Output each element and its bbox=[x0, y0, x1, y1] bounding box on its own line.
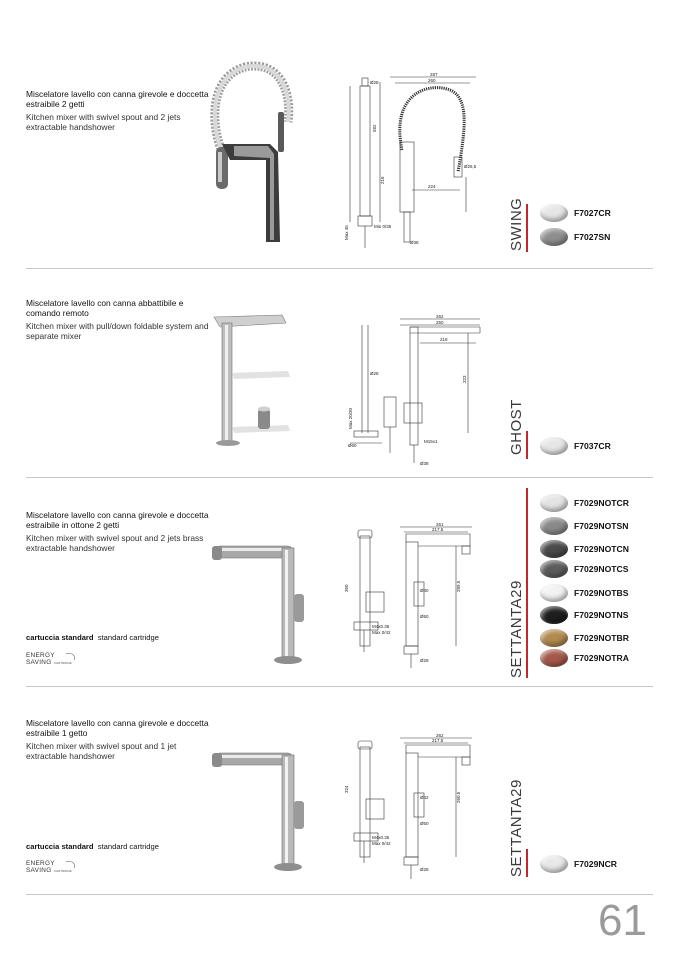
logo-text: ENERGY bbox=[26, 860, 55, 867]
dim-label: Ø50 bbox=[420, 821, 429, 826]
product-photo bbox=[200, 52, 300, 252]
product-section-settanta29-1jet bbox=[0, 687, 677, 894]
product-description bbox=[26, 298, 216, 342]
series-name: SWING bbox=[508, 197, 525, 251]
variant-code: F7027SN bbox=[574, 232, 611, 242]
variant-code: F7029NOTSN bbox=[574, 521, 629, 531]
cartridge-info bbox=[26, 842, 159, 851]
energy-saving-logo bbox=[26, 650, 82, 668]
variant-code: F7029NOTBS bbox=[574, 588, 629, 598]
finish-swatch bbox=[540, 517, 568, 535]
description-english: Kitchen mixer with swivel spout and 2 jets extractable handshower bbox=[26, 111, 181, 133]
description-english: Kitchen mixer with swivel spout and 1 jet extractable handshower bbox=[26, 740, 177, 762]
product-description bbox=[26, 89, 216, 133]
dim-label: 323 bbox=[462, 375, 467, 383]
product-description bbox=[26, 718, 216, 762]
energy-saving-logo bbox=[26, 858, 82, 876]
dim-label: 582 bbox=[372, 124, 377, 132]
series-name: SETTANTA29 bbox=[508, 779, 525, 877]
series-accent-bar bbox=[526, 204, 528, 252]
dim-label: M15x1 bbox=[424, 439, 438, 444]
dim-label: M4x0.35 bbox=[372, 835, 390, 840]
variant-row[interactable] bbox=[540, 558, 628, 580]
variant-row[interactable] bbox=[540, 538, 629, 560]
variant-row[interactable] bbox=[540, 647, 629, 669]
technical-drawing bbox=[340, 72, 490, 252]
dim-label: M4x0.35 bbox=[372, 624, 390, 629]
cartridge-value: standard cartridge bbox=[97, 633, 159, 642]
dim-label: 250 bbox=[436, 320, 444, 325]
dim-label: 260.5 bbox=[456, 791, 461, 803]
product-photo bbox=[208, 309, 298, 459]
product-photo bbox=[210, 747, 310, 877]
product-section-settanta29-2jets bbox=[0, 478, 677, 686]
dim-label: Min 0/35 bbox=[374, 224, 392, 229]
product-section-swing bbox=[0, 0, 677, 268]
variant-code: F7029NOTCS bbox=[574, 564, 629, 574]
finish-swatch bbox=[540, 584, 568, 602]
variant-code: F7029NOTRA bbox=[574, 653, 629, 663]
variant-row[interactable] bbox=[540, 853, 617, 875]
finish-swatch bbox=[540, 560, 568, 578]
variant-code: F7029NOTCN bbox=[574, 544, 629, 554]
variant-row[interactable] bbox=[540, 202, 611, 224]
dim-label: 324 bbox=[344, 785, 349, 793]
dim-label: Ø42 bbox=[420, 795, 429, 800]
dim-label: Ø38 bbox=[410, 240, 419, 245]
cartridge-info bbox=[26, 633, 159, 642]
dim-label: 262 bbox=[436, 733, 444, 738]
dim-label: 289.5 bbox=[456, 580, 461, 592]
dim-label: 224 bbox=[428, 184, 436, 189]
variant-code: F7029NCR bbox=[574, 859, 617, 869]
finish-swatch bbox=[540, 204, 568, 222]
dim-label: Ø28 bbox=[370, 371, 379, 376]
product-description bbox=[26, 510, 216, 554]
variant-row[interactable] bbox=[540, 435, 611, 457]
series-accent-bar bbox=[526, 431, 528, 459]
cartridge-label: cartuccia standard bbox=[26, 842, 94, 851]
product-section-ghost bbox=[0, 269, 677, 477]
finish-swatch bbox=[540, 437, 568, 455]
series-accent-bar bbox=[526, 488, 528, 678]
logo-text: ENERGY bbox=[26, 652, 55, 659]
description-italian: Miscelatore lavello con canna girevole e doccetta estraibile 2 getti bbox=[26, 89, 209, 110]
cartridge-value: standard cartridge bbox=[97, 842, 159, 851]
logo-text: CARTRIDGE bbox=[54, 661, 72, 665]
variant-row[interactable] bbox=[540, 627, 629, 649]
dim-label: Ø26,5 bbox=[464, 164, 477, 169]
dim-label: 218 bbox=[440, 337, 448, 342]
dim-label: Ø28 bbox=[420, 867, 429, 872]
variant-row[interactable] bbox=[540, 604, 628, 626]
variant-row[interactable] bbox=[540, 515, 628, 537]
series-name: SETTANTA29 bbox=[508, 580, 525, 678]
description-english: Kitchen mixer with pull/down foldable system and separate mixer bbox=[26, 320, 209, 342]
dim-label: 260 bbox=[428, 78, 436, 83]
dim-label: 217.5 bbox=[432, 738, 444, 743]
dim-label: 217.5 bbox=[432, 527, 444, 532]
logo-text: SAVING bbox=[26, 659, 52, 666]
page-number: 61 bbox=[598, 896, 647, 945]
variant-code: F7029NOTBR bbox=[574, 633, 629, 643]
variant-row[interactable] bbox=[540, 226, 610, 248]
logo-text: SAVING bbox=[26, 867, 52, 874]
series-name: GHOST bbox=[508, 399, 525, 455]
finish-swatch bbox=[540, 540, 568, 558]
description-english: Kitchen mixer with swivel spout and 2 jets brass extractable handshower bbox=[26, 532, 204, 554]
finish-swatch bbox=[540, 606, 568, 624]
logo-text: CARTRIDGE bbox=[54, 869, 72, 873]
variant-code: F7027CR bbox=[574, 208, 611, 218]
section-divider bbox=[26, 894, 653, 895]
description-italian: Miscelatore lavello con canna girevole e doccetta estraibile 1 getto bbox=[26, 718, 209, 739]
variant-code: F7029NOTCR bbox=[574, 498, 629, 508]
dim-label: Max 20/30 bbox=[348, 407, 353, 429]
dim-label: 262 bbox=[436, 314, 444, 319]
dim-label: Ø28 bbox=[370, 80, 379, 85]
product-photo bbox=[210, 540, 310, 670]
dim-label: 287 bbox=[430, 72, 438, 77]
dim-label: Ø60 bbox=[348, 443, 357, 448]
technical-drawing bbox=[340, 733, 490, 883]
finish-swatch bbox=[540, 855, 568, 873]
finish-swatch bbox=[540, 629, 568, 647]
description-italian: Miscelatore lavello con canna abbattibile e comando remoto bbox=[26, 298, 184, 319]
variant-code: F7029NOTNS bbox=[574, 610, 629, 620]
technical-drawing bbox=[340, 313, 490, 473]
variant-row[interactable] bbox=[540, 582, 628, 604]
variant-code: F7037CR bbox=[574, 441, 611, 451]
cartridge-label: cartuccia standard bbox=[26, 633, 94, 642]
dim-label: Ø50 bbox=[420, 614, 429, 619]
dim-label: Ø28 bbox=[420, 658, 429, 663]
series-accent-bar bbox=[526, 849, 528, 877]
dim-label: Max 45 bbox=[344, 225, 349, 240]
finish-swatch bbox=[540, 228, 568, 246]
dim-label: 261 bbox=[436, 522, 444, 527]
finish-swatch bbox=[540, 649, 568, 667]
dim-label: 216 bbox=[380, 176, 385, 184]
description-italian: Miscelatore lavello con canna girevole e doccetta estraibile in ottone 2 getti bbox=[26, 510, 209, 531]
dim-label: 360 bbox=[344, 584, 349, 592]
variant-row[interactable] bbox=[540, 492, 629, 514]
dim-label: Ø38 bbox=[420, 461, 429, 466]
technical-drawing bbox=[340, 522, 490, 672]
dim-label: Max 0/42 bbox=[372, 841, 391, 846]
dim-label: Ø40 bbox=[420, 588, 429, 593]
dim-label: Max 0/42 bbox=[372, 630, 391, 635]
finish-swatch bbox=[540, 494, 568, 512]
